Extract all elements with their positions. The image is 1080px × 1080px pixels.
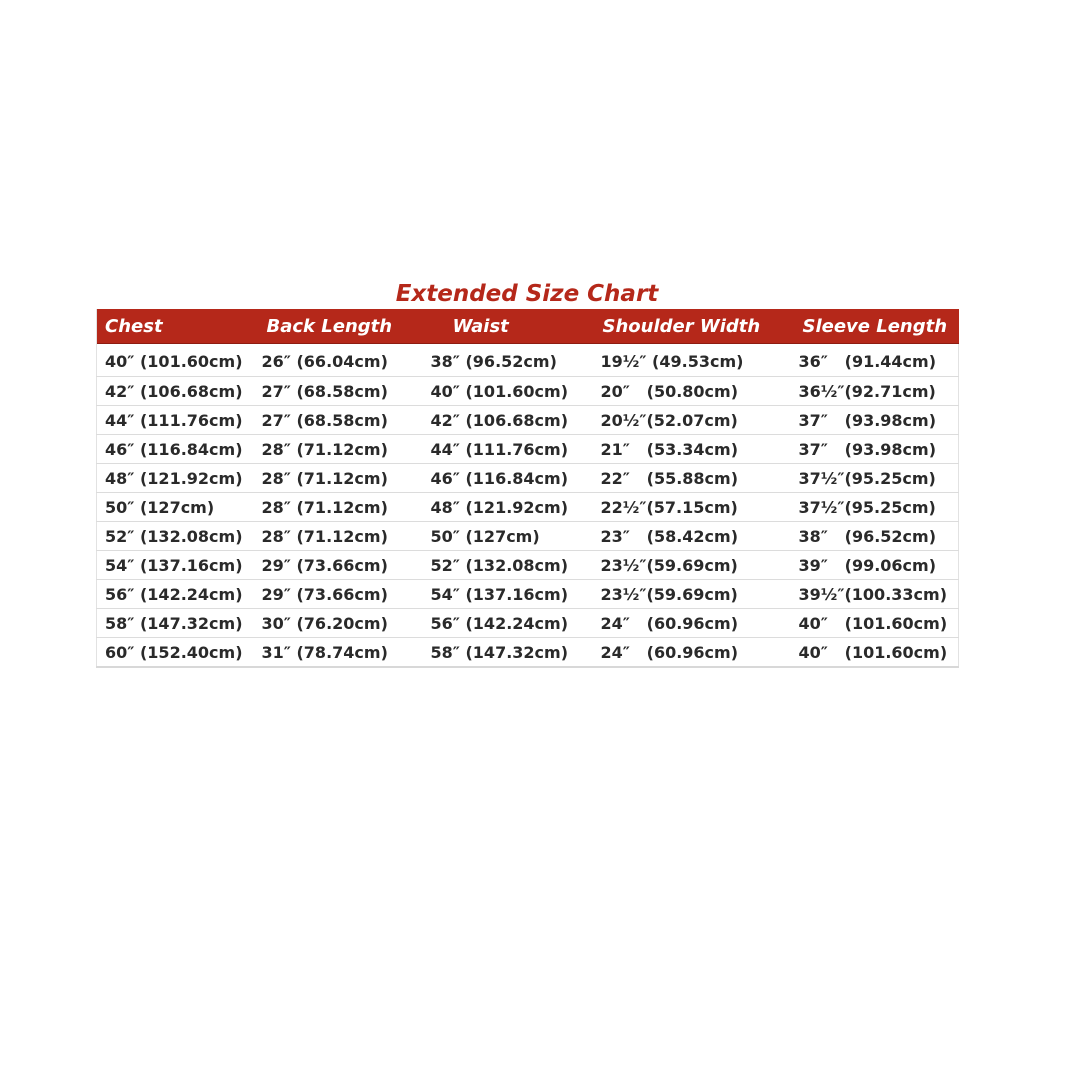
cell-chest: 44″ (111.76cm) xyxy=(97,406,259,435)
cell-waist: 38″ (96.52cm) xyxy=(423,344,595,377)
cell-sleeve-length: 37½″(95.25cm) xyxy=(795,493,959,522)
table-row xyxy=(97,344,959,377)
cell-shoulder-width: 23½″(59.69cm) xyxy=(595,580,795,609)
cell-chest: 40″ (101.60cm) xyxy=(97,344,259,377)
cell-waist: 50″ (127cm) xyxy=(423,522,595,551)
cell-sleeve-length: 37½″(95.25cm) xyxy=(795,464,959,493)
table-row xyxy=(97,609,959,638)
cell-back-length: 28″ (71.12cm) xyxy=(259,464,423,493)
cell-waist: 56″ (142.24cm) xyxy=(423,609,595,638)
cell-back-length: 30″ (76.20cm) xyxy=(259,609,423,638)
cell-shoulder-width: 22½″(57.15cm) xyxy=(595,493,795,522)
cell-shoulder-width: 19½″ (49.53cm) xyxy=(595,344,795,377)
cell-back-length: 28″ (71.12cm) xyxy=(259,493,423,522)
cell-chest: 42″ (106.68cm) xyxy=(97,377,259,406)
cell-shoulder-width: 24″ (60.96cm) xyxy=(595,638,795,668)
cell-waist: 58″ (147.32cm) xyxy=(423,638,595,668)
cell-sleeve-length: 40″ (101.60cm) xyxy=(795,609,959,638)
cell-shoulder-width: 21″ (53.34cm) xyxy=(595,435,795,464)
column-header-chest: Chest xyxy=(97,309,259,344)
cell-chest: 52″ (132.08cm) xyxy=(97,522,259,551)
cell-back-length: 31″ (78.74cm) xyxy=(259,638,423,668)
cell-back-length: 29″ (73.66cm) xyxy=(259,551,423,580)
cell-chest: 56″ (142.24cm) xyxy=(97,580,259,609)
table-row xyxy=(97,638,959,668)
table-row xyxy=(97,377,959,406)
chart-title: Extended Size Chart xyxy=(395,281,659,307)
cell-chest: 46″ (116.84cm) xyxy=(97,435,259,464)
table-row xyxy=(97,464,959,493)
cell-back-length: 26″ (66.04cm) xyxy=(259,344,423,377)
cell-back-length: 28″ (71.12cm) xyxy=(259,435,423,464)
table-row xyxy=(97,493,959,522)
cell-shoulder-width: 24″ (60.96cm) xyxy=(595,609,795,638)
cell-waist: 52″ (132.08cm) xyxy=(423,551,595,580)
table-row xyxy=(97,551,959,580)
cell-waist: 44″ (111.76cm) xyxy=(423,435,595,464)
table-body xyxy=(97,344,959,667)
cell-sleeve-length: 39½″(100.33cm) xyxy=(795,580,959,609)
cell-back-length: 28″ (71.12cm) xyxy=(259,522,423,551)
cell-back-length: 29″ (73.66cm) xyxy=(259,580,423,609)
cell-shoulder-width: 20″ (50.80cm) xyxy=(595,377,795,406)
cell-waist: 42″ (106.68cm) xyxy=(423,406,595,435)
cell-waist: 40″ (101.60cm) xyxy=(423,377,595,406)
table-header-row xyxy=(97,309,959,344)
cell-chest: 48″ (121.92cm) xyxy=(97,464,259,493)
cell-shoulder-width: 22″ (55.88cm) xyxy=(595,464,795,493)
cell-chest: 50″ (127cm) xyxy=(97,493,259,522)
cell-chest: 54″ (137.16cm) xyxy=(97,551,259,580)
cell-waist: 46″ (116.84cm) xyxy=(423,464,595,493)
size-chart-table xyxy=(96,309,959,668)
cell-shoulder-width: 23½″(59.69cm) xyxy=(595,551,795,580)
cell-chest: 58″ (147.32cm) xyxy=(97,609,259,638)
cell-waist: 48″ (121.92cm) xyxy=(423,493,595,522)
cell-sleeve-length: 36½″(92.71cm) xyxy=(795,377,959,406)
cell-sleeve-length: 36″ (91.44cm) xyxy=(795,344,959,377)
cell-back-length: 27″ (68.58cm) xyxy=(259,406,423,435)
table-row xyxy=(97,406,959,435)
column-header-shoulder-width: Shoulder Width xyxy=(595,309,795,344)
cell-sleeve-length: 40″ (101.60cm) xyxy=(795,638,959,668)
column-header-sleeve-length: Sleeve Length xyxy=(795,309,959,344)
cell-sleeve-length: 37″ (93.98cm) xyxy=(795,406,959,435)
cell-shoulder-width: 20½″(52.07cm) xyxy=(595,406,795,435)
cell-shoulder-width: 23″ (58.42cm) xyxy=(595,522,795,551)
column-header-back-length: Back Length xyxy=(259,309,423,344)
cell-back-length: 27″ (68.58cm) xyxy=(259,377,423,406)
cell-sleeve-length: 38″ (96.52cm) xyxy=(795,522,959,551)
table-row xyxy=(97,522,959,551)
table-row xyxy=(97,580,959,609)
cell-waist: 54″ (137.16cm) xyxy=(423,580,595,609)
cell-sleeve-length: 39″ (99.06cm) xyxy=(795,551,959,580)
cell-sleeve-length: 37″ (93.98cm) xyxy=(795,435,959,464)
column-header-waist: Waist xyxy=(423,309,595,344)
cell-chest: 60″ (152.40cm) xyxy=(97,638,259,668)
table-row xyxy=(97,435,959,464)
